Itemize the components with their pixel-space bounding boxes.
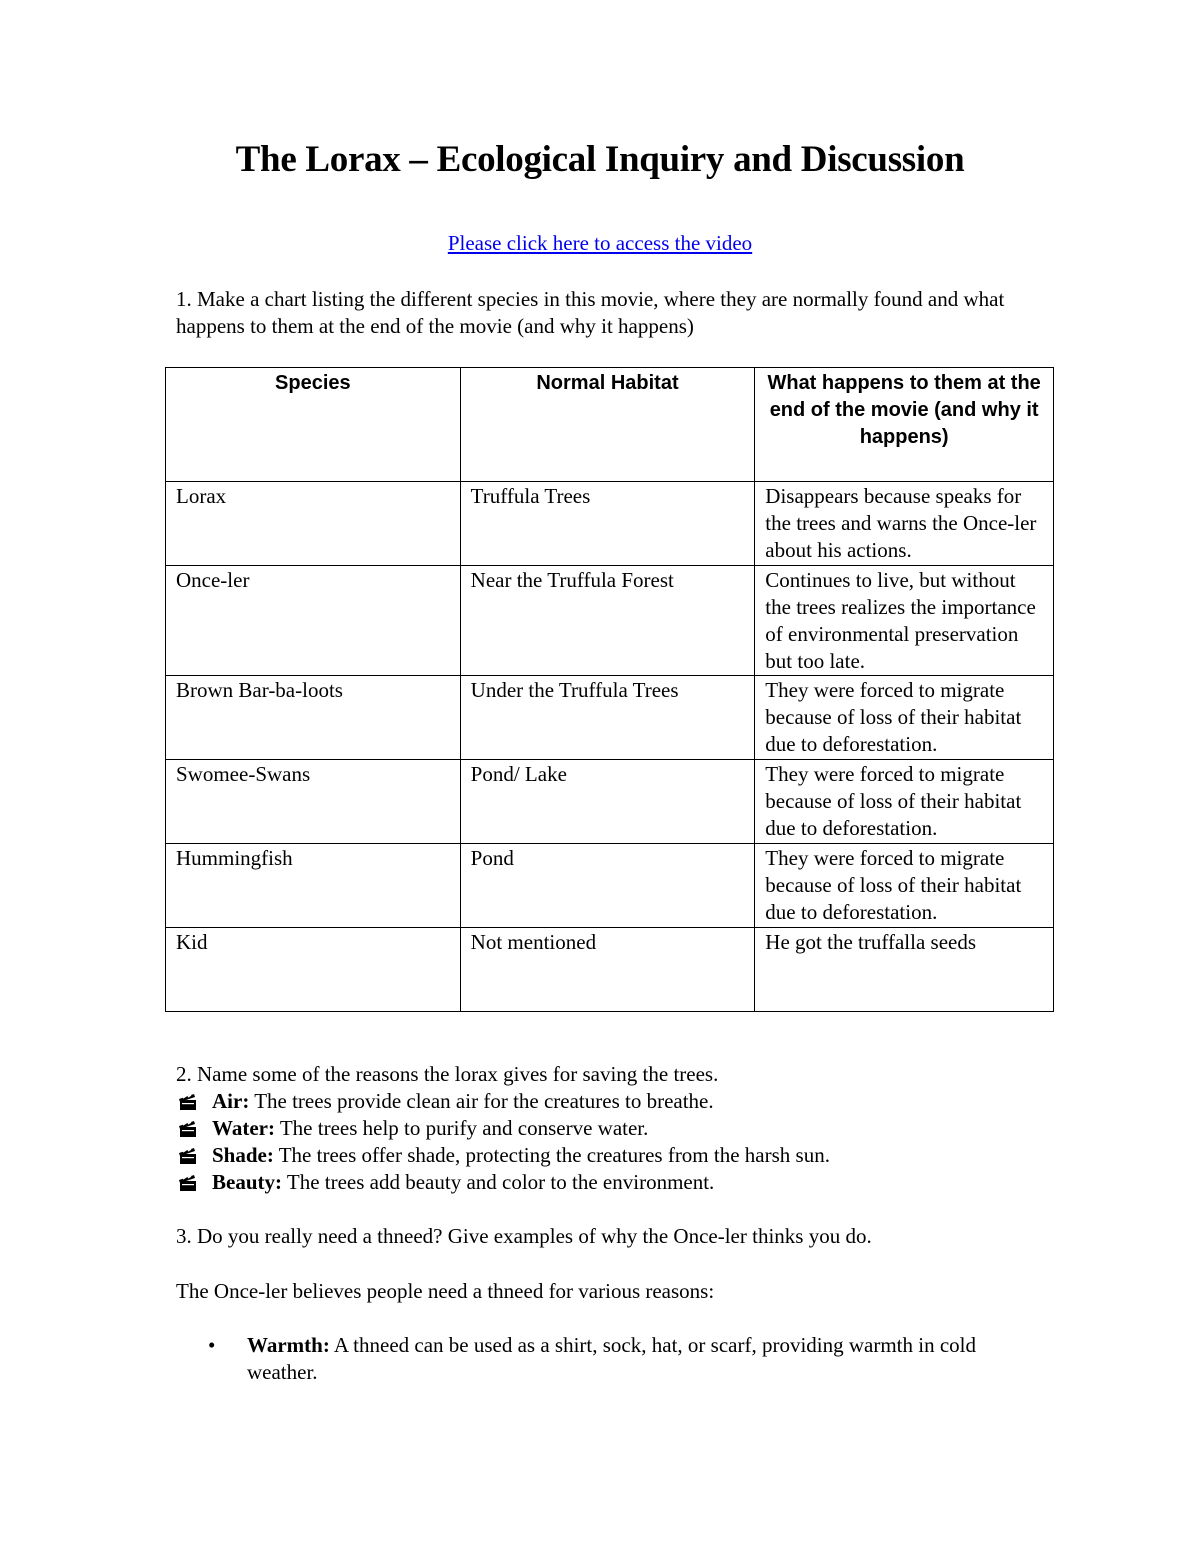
- list-item: [178, 1088, 830, 1115]
- habitat-cell: Not mentioned: [460, 928, 755, 1012]
- reason-label: Shade:: [212, 1143, 274, 1167]
- table-header-row: [166, 368, 1054, 482]
- clapperboard-icon: [178, 1093, 198, 1111]
- species-cell: Swomee-Swans: [166, 760, 461, 844]
- reason-text: The trees offer shade, protecting the creatures from the harsh sun.: [273, 1143, 830, 1167]
- video-link-container: [0, 231, 1200, 256]
- habitat-cell: Pond/ Lake: [460, 760, 755, 844]
- table-row: [166, 676, 1054, 760]
- species-cell: Once-ler: [166, 566, 461, 676]
- answer-3-intro: The Once-ler believes people need a thneed for various reasons:: [176, 1279, 715, 1303]
- reason-text: The trees provide clean air for the creatures to breathe.: [249, 1089, 714, 1113]
- reason-text: The trees help to purify and conserve water.: [274, 1116, 649, 1140]
- habitat-cell: Truffula Trees: [460, 482, 755, 566]
- species-cell: Hummingfish: [166, 844, 461, 928]
- habitat-cell: Under the Truffula Trees: [460, 676, 755, 760]
- thneed-reason-label: Warmth:: [247, 1333, 330, 1357]
- bullet-icon: •: [208, 1333, 216, 1357]
- video-link[interactable]: Please click here to access the video: [447, 231, 753, 255]
- species-cell: Brown Bar-ba-loots: [166, 676, 461, 760]
- clapperboard-icon: [178, 1120, 198, 1138]
- outcome-cell: They were forced to migrate because of loss of their habitat due to deforestation.: [755, 844, 1054, 928]
- table-row: [166, 844, 1054, 928]
- reason-text: The trees add beauty and color to the environment.: [282, 1170, 715, 1194]
- species-cell: Kid: [166, 928, 461, 1012]
- question-1: 1. Make a chart listing the different species in this movie, where they are normally found and what happens to them at the end of the movie (and why it happens): [176, 287, 1005, 338]
- thneed-reasons-list: [208, 1332, 1048, 1386]
- outcome-cell: Disappears because speaks for the trees and warns the Once-ler about his actions.: [755, 482, 1054, 566]
- question-3: 3. Do you really need a thneed? Give examples of why the Once-ler thinks you do.: [176, 1224, 872, 1248]
- species-cell: Lorax: [166, 482, 461, 566]
- species-table: [165, 367, 1054, 1012]
- reasons-list: [178, 1088, 830, 1196]
- list-item: [178, 1142, 830, 1169]
- reason-label: Water:: [212, 1116, 275, 1140]
- reason-label: Air:: [212, 1089, 250, 1113]
- outcome-cell: They were forced to migrate because of loss of their habitat due to deforestation.: [755, 676, 1054, 760]
- table-row: [166, 482, 1054, 566]
- header-species: Species: [166, 368, 461, 482]
- clapperboard-icon: [178, 1174, 198, 1192]
- header-outcome: What happens to them at the end of the movie (and why it happens): [755, 368, 1054, 482]
- header-habitat: Normal Habitat: [460, 368, 755, 482]
- clapperboard-icon: [178, 1147, 198, 1165]
- outcome-cell: He got the truffalla seeds: [755, 928, 1054, 1012]
- page-title: The Lorax – Ecological Inquiry and Discussion: [235, 139, 965, 180]
- table-row: [166, 760, 1054, 844]
- list-item: [208, 1332, 1048, 1386]
- outcome-cell: They were forced to migrate because of loss of their habitat due to deforestation.: [755, 760, 1054, 844]
- question-2: 2. Name some of the reasons the lorax gives for saving the trees.: [176, 1062, 719, 1086]
- table-row: [166, 566, 1054, 676]
- list-item: [178, 1115, 830, 1142]
- outcome-cell: Continues to live, but without the trees realizes the importance of environmental preservation but too late.: [755, 566, 1054, 676]
- thneed-reason-text: A thneed can be used as a shirt, sock, hat, or scarf, providing warmth in cold weather.: [247, 1333, 976, 1384]
- habitat-cell: Pond: [460, 844, 755, 928]
- habitat-cell: Near the Truffula Forest: [460, 566, 755, 676]
- reason-label: Beauty:: [212, 1170, 282, 1194]
- list-item: [178, 1169, 830, 1196]
- table-row: [166, 928, 1054, 1012]
